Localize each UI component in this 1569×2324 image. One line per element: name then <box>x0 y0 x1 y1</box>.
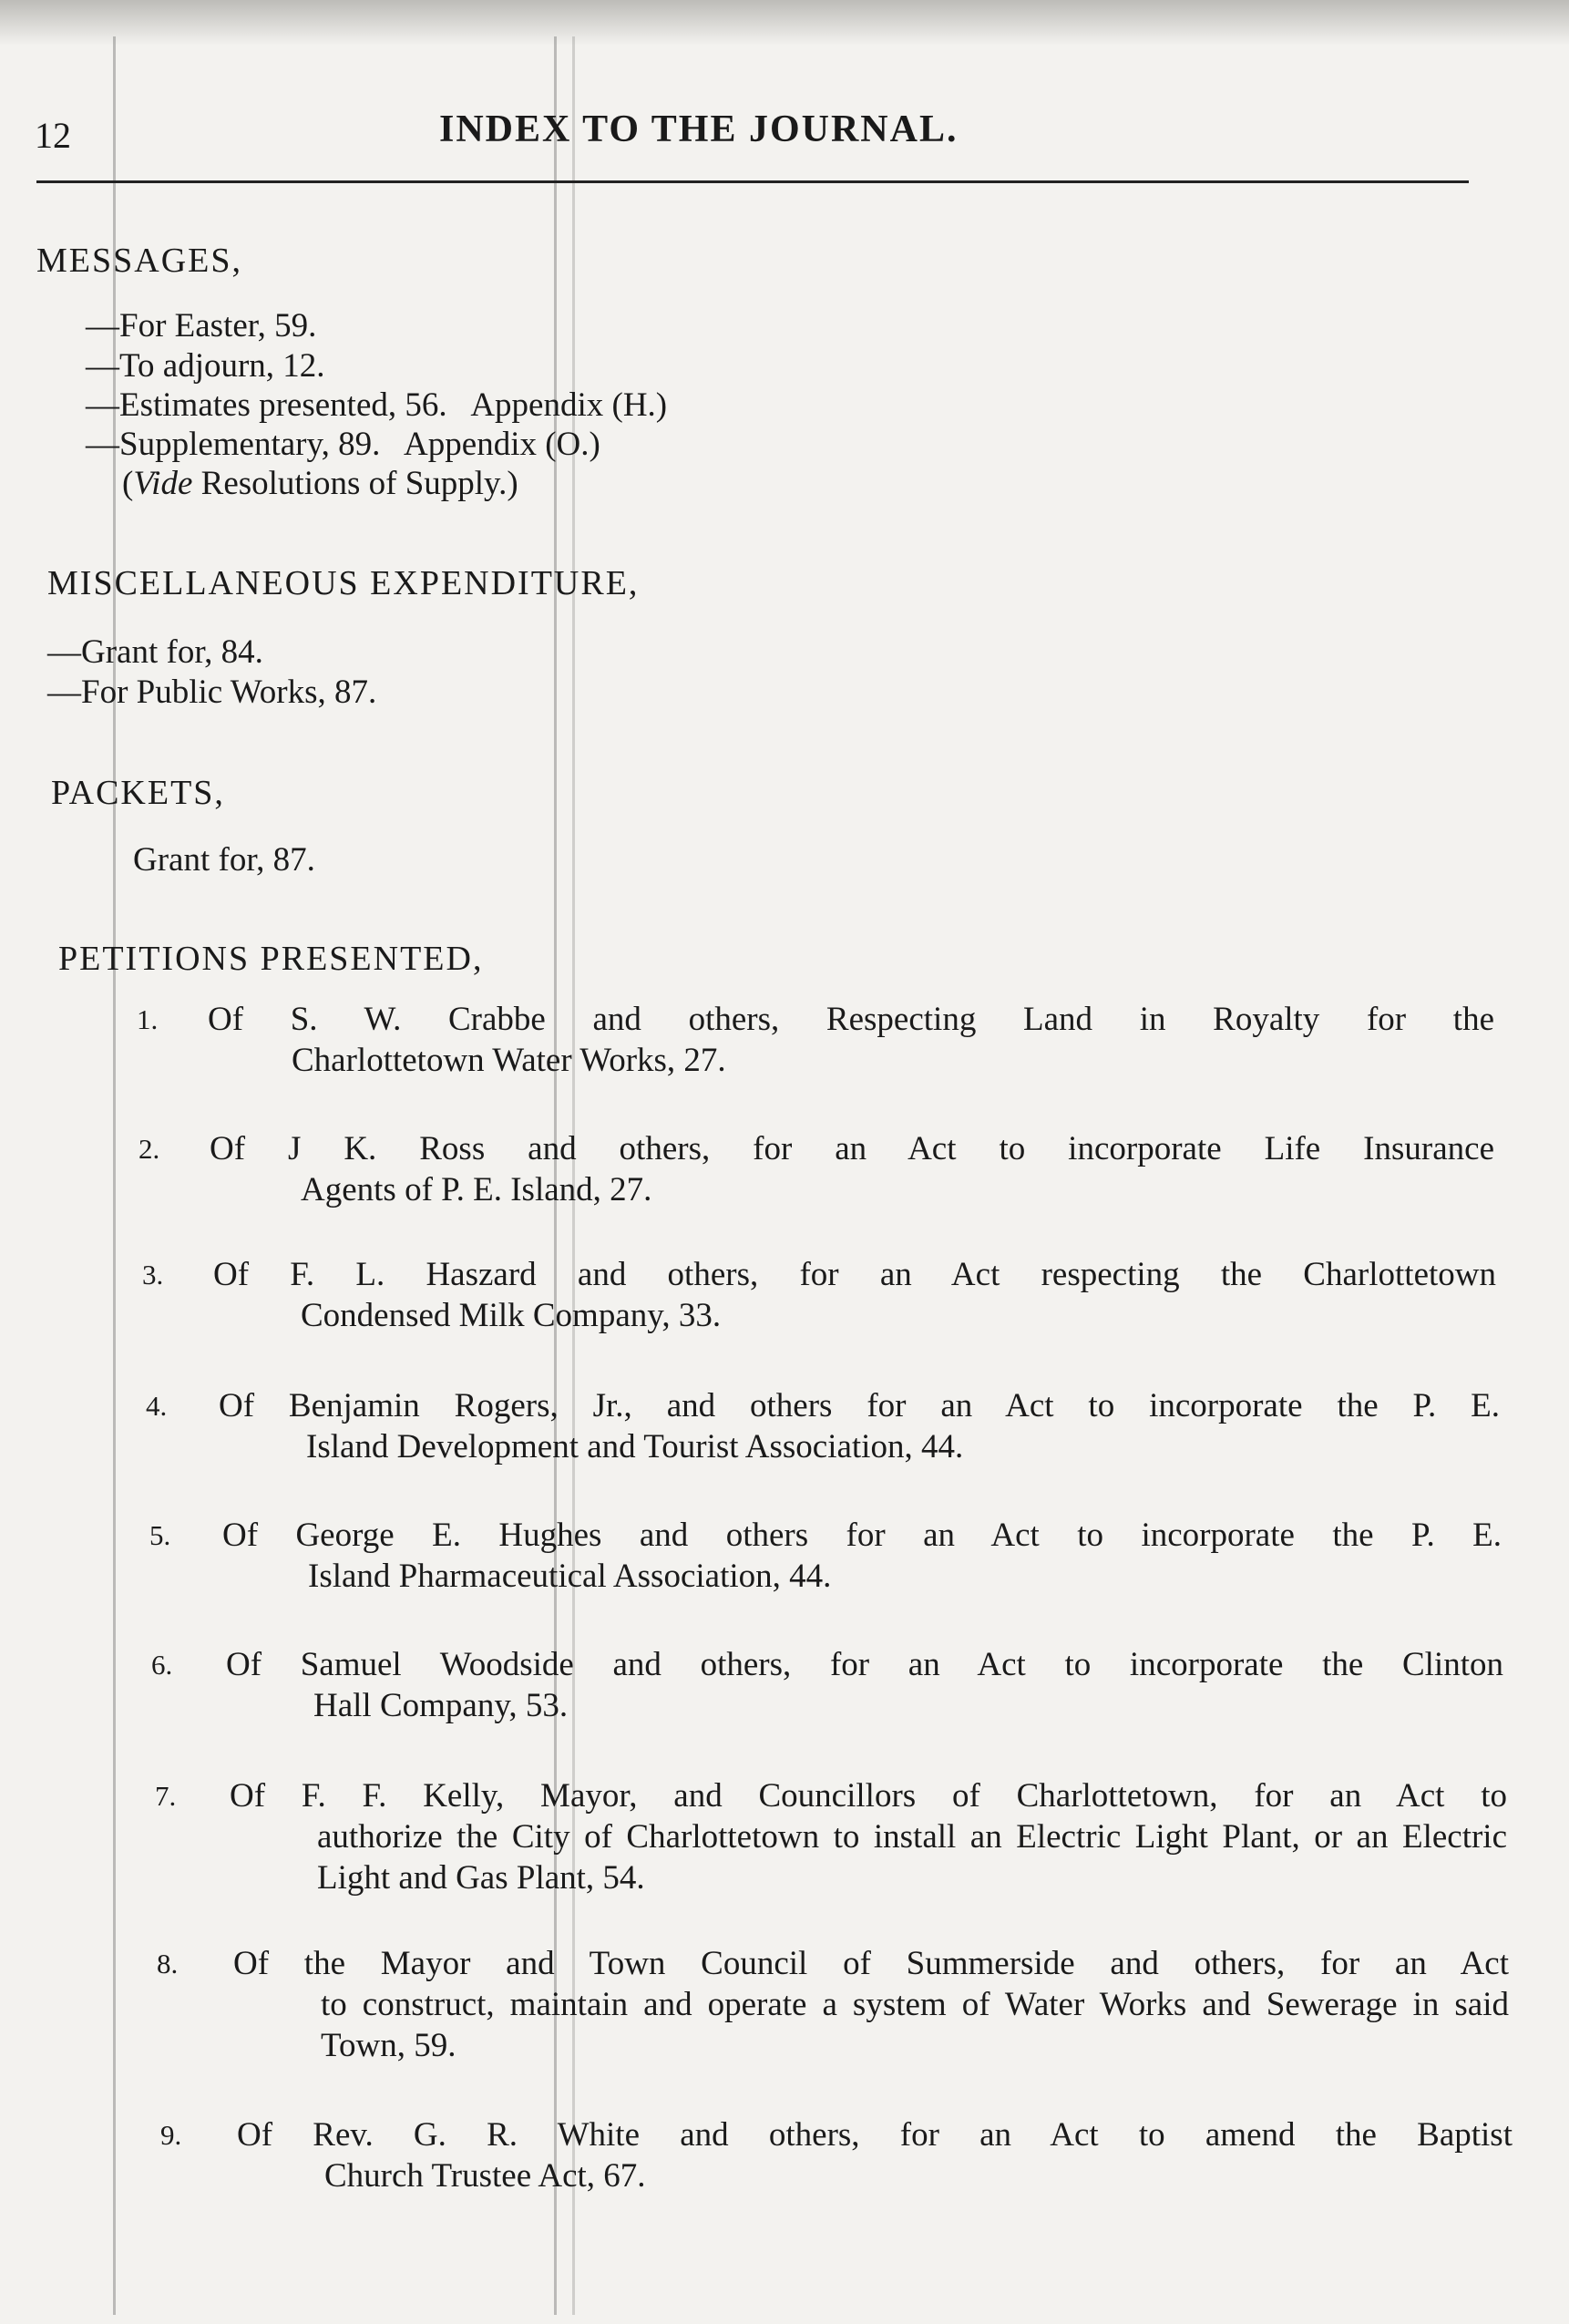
petition-number: 6. <box>151 1649 173 1681</box>
petition-text: Of J K. Ross and others, for an Act to incorporate Life Insurance <box>210 1130 1494 1167</box>
header-rule <box>36 180 1469 183</box>
messages-vide-line <box>122 464 518 504</box>
messages-line-2: —To adjourn, 12. <box>86 347 325 385</box>
petition-text: Of Samuel Woodside and others, for an Act to incorporate the Clinton <box>226 1646 1503 1683</box>
messages-line-3: —Estimates presented, 56. Appendix (H.) <box>86 386 668 424</box>
petition-text-cont: Church Trustee Act, 67. <box>324 2157 646 2195</box>
petition-text-cont: Island Pharmaceutical Association, 44. <box>308 1558 832 1595</box>
misc-line-2: —For Public Works, 87. <box>47 674 377 711</box>
petition-number: 7. <box>155 1780 177 1812</box>
petition-number: 4. <box>146 1390 168 1422</box>
section-heading-messages: MESSAGES, <box>36 242 242 280</box>
vide-rest: Resolutions of Supply.) <box>192 465 518 502</box>
petition-number: 1. <box>137 1003 159 1035</box>
messages-line-4: —Supplementary, 89. Appendix (O.) <box>86 426 600 463</box>
page-title: INDEX TO THE JOURNAL. <box>439 108 959 150</box>
petition-text-cont: Condensed Milk Company, 33. <box>301 1297 722 1334</box>
petition-text: Of George E. Hughes and others for an Act to incorporate the P. E. <box>222 1517 1502 1554</box>
vide-word: Vide <box>133 465 193 502</box>
petition-text: Of S. W. Crabbe and others, Respecting Land in Royalty for the <box>208 1001 1494 1038</box>
petition-number: 5. <box>149 1519 171 1551</box>
messages-line-1: —For Easter, 59. <box>86 307 317 344</box>
petition-text-cont: Charlottetown Water Works, 27. <box>292 1042 726 1079</box>
petition-number: 2. <box>138 1133 160 1165</box>
section-heading-packets: PACKETS, <box>51 774 225 812</box>
petition-number: 9. <box>160 2119 182 2151</box>
petition-text-cont: Agents of P. E. Island, 27. <box>301 1171 652 1208</box>
petition-number: 3. <box>142 1259 164 1291</box>
petition-text-cont: to construct, maintain and operate a system of Water Works and Sewerage in said Town, 59. <box>321 1986 1509 2064</box>
petition-text: Of Rev. G. R. White and others, for an Act to amend the Baptist <box>237 2116 1513 2154</box>
page-number: 12 <box>35 115 71 156</box>
petition-text-cont: authorize the City of Charlottetown to install an Electric Light Plant, or an Electric Light and Gas Plant, 54. <box>317 1818 1507 1897</box>
petition-text: Of Benjamin Rogers, Jr., and others for an Act to incorporate the P. E. <box>219 1387 1500 1424</box>
section-heading-miscellaneous: MISCELLANEOUS EXPENDITURE, <box>47 564 640 602</box>
petition-text: Of F. L. Haszard and others, for an Act respecting the Charlottetown <box>213 1256 1496 1293</box>
packets-line-1: Grant for, 87. <box>133 841 315 879</box>
misc-line-1: —Grant for, 84. <box>47 633 263 671</box>
petition-text-cont: Island Development and Tourist Association, 44. <box>306 1428 964 1465</box>
petition-text: Of the Mayor and Town Council of Summerside and others, for an Act <box>233 1945 1509 1982</box>
petition-number: 8. <box>157 1948 179 1980</box>
section-heading-petitions: PETITIONS PRESENTED, <box>58 940 484 978</box>
vide-open-paren: ( <box>122 465 134 502</box>
petition-text: Of F. F. Kelly, Mayor, and Councillors of Charlottetown, for an Act to <box>230 1777 1507 1815</box>
petition-text-cont: Hall Company, 53. <box>313 1687 569 1724</box>
